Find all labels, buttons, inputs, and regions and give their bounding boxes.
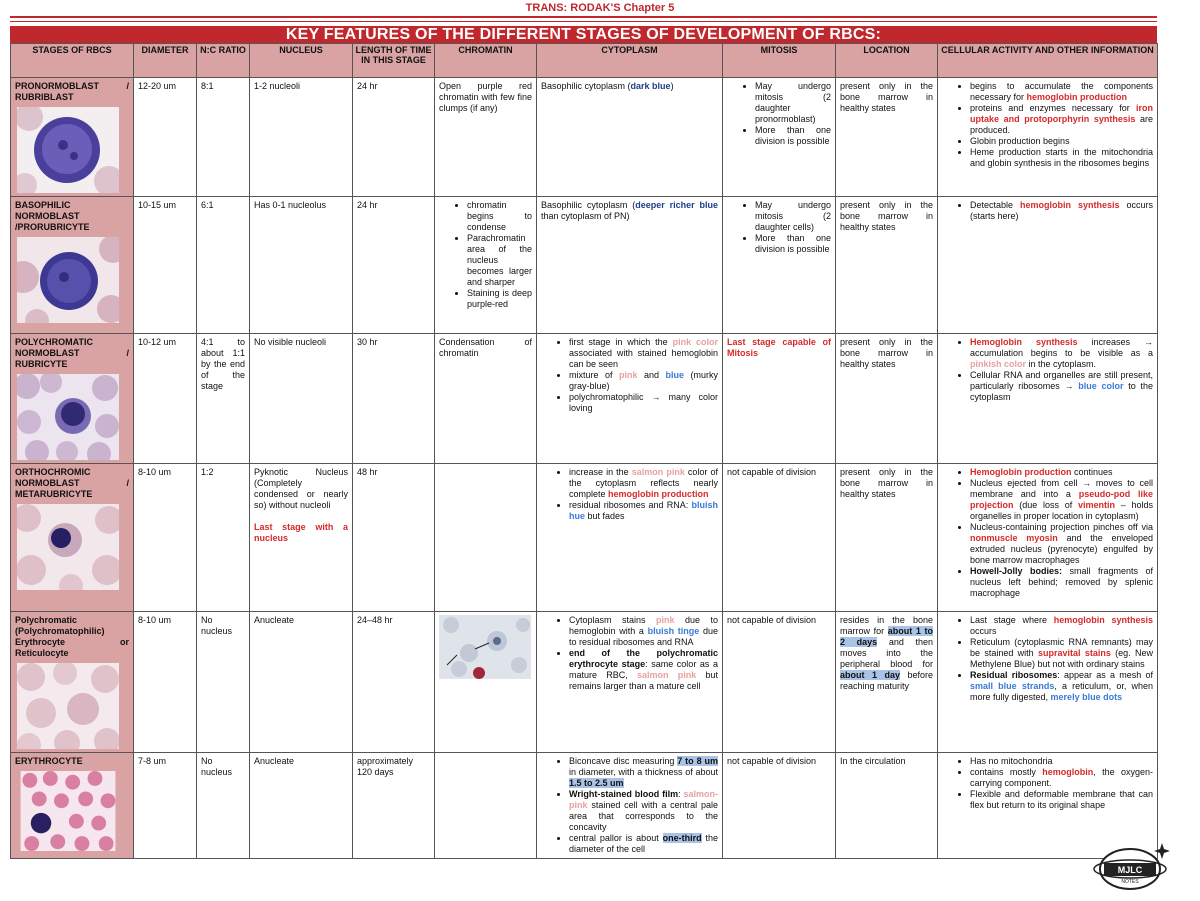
stage-cell <box>11 78 134 197</box>
col-header: N:C RATIO <box>197 44 250 78</box>
svg-text:NOTES: NOTES <box>1121 879 1139 885</box>
highlight-text: salmon pink <box>631 467 685 477</box>
diameter-cell: 8-10 um <box>134 464 197 612</box>
text: Nucleus ejected from cell → moves to cell membrane and into a <box>970 478 1153 499</box>
list-item <box>970 767 1153 789</box>
highlight-text: hemoglobin production <box>1026 92 1128 102</box>
list-item <box>569 648 718 692</box>
location-cell: In the circulation <box>836 753 938 859</box>
list-item: • May undergo mitosis (2 daughter cells) <box>755 200 831 233</box>
text: (murky gray-blue) <box>569 370 718 391</box>
chromatin-cell: Open purple red chromatin with few fine clumps (if any) <box>435 78 537 197</box>
col-header: NUCLEUS <box>250 44 353 78</box>
location-cell: present only in the bone marrow in healthy states <box>836 464 938 612</box>
time-cell: 24–48 hr <box>353 612 435 753</box>
list-item: • Parachromatin area of the nucleus becomes larger and sharper <box>467 233 532 288</box>
stage-name: BASOPHILIC NORMOBLAST /PRORUBRICYTE <box>15 200 90 232</box>
diameter-cell: 8-10 um <box>134 612 197 753</box>
text: (due loss of <box>1013 500 1078 510</box>
list-item <box>970 522 1153 566</box>
text: but remains larger than a mature cell <box>569 670 718 691</box>
text: in the cytoplasm. <box>1026 359 1097 369</box>
stage-cell <box>11 464 134 612</box>
reticulocyte-image <box>17 663 119 749</box>
chromatin-cell <box>435 464 537 612</box>
list-item <box>569 467 718 500</box>
bold-text: Howell-Jolly bodies: <box>970 566 1062 576</box>
diameter-cell: 12-20 um <box>134 78 197 197</box>
nucleus-cell: Anucleate <box>250 612 353 753</box>
stage-name: ORTHOCHROMIC NORMOBLAST / METARUBRICYTE <box>15 467 129 499</box>
nucleus-cell <box>250 464 353 612</box>
text: stained cell with a central pale area that corresponds to the concavity <box>569 800 718 832</box>
text: : appear as a mesh of <box>1057 670 1153 680</box>
nucleus-cell: 1-2 nucleoli <box>250 78 353 197</box>
highlight-text: blue color <box>1078 381 1124 391</box>
highlight-text: one-third <box>662 833 702 843</box>
rbc-stages-table <box>10 43 1158 859</box>
text: : same color as a mature RBC, <box>569 659 718 680</box>
text: mixture of <box>569 370 619 380</box>
header-rule <box>10 16 1157 18</box>
activity-cell <box>938 334 1158 464</box>
text: Cellular RNA and organelles are still present, particularly ribosomes → <box>970 370 1153 391</box>
list-item <box>569 756 718 789</box>
highlight-text: small blue strands <box>970 681 1055 691</box>
nucleus-cell: Has 0-1 nucleolus <box>250 197 353 334</box>
text: Basophilic cytoplasm ( <box>541 81 631 91</box>
text: color of the cytoplasm reflects nearly complete <box>569 467 718 499</box>
table-row <box>11 334 1158 464</box>
text: , a reticulum, or, when more fully digested, <box>970 681 1153 702</box>
list-item <box>970 670 1153 703</box>
highlight-text: pinkish color <box>970 359 1027 369</box>
list-item: • May undergo mitosis (2 daughter pronormoblast) <box>755 81 831 125</box>
text: due to residual ribosomes and RNA <box>569 626 718 647</box>
text: resides in the bone marrow for <box>840 615 933 636</box>
list-item <box>569 833 718 855</box>
highlight-text: Hemoglobin synthesis <box>970 337 1078 347</box>
list-item: • Staining is deep purple-red <box>467 288 532 310</box>
text: Detectable <box>970 200 1021 210</box>
list-item <box>970 337 1153 370</box>
nc-ratio-cell: No nucleus <box>197 753 250 859</box>
cytoplasm-cell <box>537 464 723 612</box>
nc-ratio-cell: 4:1 to about 1:1 by the end of the stage <box>197 334 250 464</box>
mitosis-cell <box>723 334 836 464</box>
location-cell: present only in the bone marrow in healthy states <box>836 334 938 464</box>
text: first stage in which the <box>569 337 673 347</box>
chromatin-cell <box>435 753 537 859</box>
highlight-text: Last stage with a nucleus <box>254 522 348 543</box>
col-header: DIAMETER <box>134 44 197 78</box>
list-item: • Heme production starts in the mitochondria and globin synthesis in the ribosomes begins <box>970 147 1153 169</box>
nucleus-cell: No visible nucleoli <box>250 334 353 464</box>
highlight-text: supravital stains <box>1038 648 1111 658</box>
diameter-cell: 7-8 um <box>134 753 197 859</box>
text: and the enveloped extruded nucleus (pyrenocyte) engulfed by bone marrow macrophages <box>970 533 1153 565</box>
time-cell: 24 hr <box>353 78 435 197</box>
activity-cell <box>938 197 1158 334</box>
text: occurs <box>970 626 997 636</box>
list-item <box>970 81 1153 103</box>
list-item <box>569 370 718 392</box>
highlight-text: 7 to 8 um <box>677 756 718 766</box>
list-item: • polychromatophilic → many color loving <box>569 392 718 414</box>
basophilic-normoblast-image <box>17 237 119 323</box>
text: Pyknotic Nucleus (Completely condensed or nearly so) without nucleoli <box>254 467 348 510</box>
mjlc-notes-logo <box>1092 839 1172 894</box>
highlight-text: about 1 to 2 days <box>840 626 933 647</box>
highlight-text: bluish tinge <box>647 626 700 636</box>
stage-cell <box>11 334 134 464</box>
text: increase in the <box>569 467 632 477</box>
orthochromic-normoblast-image <box>17 504 119 590</box>
time-cell: 48 hr <box>353 464 435 612</box>
time-cell: 30 hr <box>353 334 435 464</box>
text: are produced. <box>970 114 1153 135</box>
highlight-text: pink <box>656 615 675 625</box>
stage-name: ERYTHROCYTE <box>15 756 83 766</box>
diameter-cell: 10-15 um <box>134 197 197 334</box>
col-header: STAGES OF RBCS <box>11 44 134 78</box>
diameter-cell: 10-12 um <box>134 334 197 464</box>
mitosis-cell: not capable of division <box>723 464 836 612</box>
time-cell: 24 hr <box>353 197 435 334</box>
nc-ratio-cell: 1:2 <box>197 464 250 612</box>
highlight-text: nonmuscle myosin <box>970 533 1058 543</box>
list-item: • Has no mitochondria <box>970 756 1153 767</box>
header-row <box>11 44 1158 78</box>
highlight-text: hemoglobin <box>1042 767 1094 777</box>
stage-cell <box>11 753 134 859</box>
text: increases → accumulation begins to be visible as a <box>970 337 1153 358</box>
highlight-text: pink color <box>672 337 718 347</box>
mitosis-cell: not capable of division <box>723 753 836 859</box>
text: , the oxygen-carrying component. <box>970 767 1153 788</box>
highlight-text: iron uptake and protoporphyrin synthesis <box>970 103 1153 124</box>
erythrocyte-image <box>17 771 119 851</box>
chromatin-cell <box>435 197 537 334</box>
text: (eg. New Methylene Blue) but not with ordinary stains <box>970 648 1154 669</box>
text: Cytoplasm stains <box>569 615 656 625</box>
svg-text:MJLC: MJLC <box>1117 865 1143 875</box>
highlight-text: hemoglobin synthesis <box>1020 200 1120 210</box>
highlight-text: 1.5 to 2.5 um <box>569 778 624 788</box>
mitosis-cell: not capable of division <box>723 612 836 753</box>
document-header: TRANS: RODAK'S Chapter 5 <box>525 2 675 14</box>
text: : <box>678 789 684 799</box>
highlight-text: blue <box>665 370 685 380</box>
col-header: CHROMATIN <box>435 44 537 78</box>
text: contains mostly <box>970 767 1043 777</box>
cytoplasm-cell <box>537 197 723 334</box>
text: Biconcave disc measuring <box>569 756 678 766</box>
mitosis-cell <box>723 78 836 197</box>
nc-ratio-cell: No nucleus <box>197 612 250 753</box>
list-item <box>569 337 718 370</box>
list-item <box>970 103 1153 136</box>
col-header: LOCATION <box>836 44 938 78</box>
highlight-text: deeper richer blue <box>635 200 718 210</box>
highlight-text: salmon-pink <box>569 789 718 810</box>
text: central pallor is about <box>569 833 663 843</box>
highlight-text: Hemoglobin production <box>970 467 1072 477</box>
list-item <box>569 789 718 833</box>
bold-text: Wright-stained blood film <box>569 789 679 799</box>
table-row <box>11 753 1158 859</box>
stage-cell <box>11 612 134 753</box>
text: small fragments of nucleus left behind; removed by splenic macrophage <box>970 566 1153 598</box>
list-item: • Flexible and deformable membrane that can flex but return to its original shape <box>970 789 1153 811</box>
pronormoblast-image <box>17 107 119 193</box>
list-item <box>569 500 718 522</box>
activity-cell <box>938 464 1158 612</box>
text: due to hemoglobin with a <box>569 615 718 636</box>
chromatin-cell <box>435 612 537 753</box>
text: to the cytoplasm <box>970 381 1153 402</box>
table-row <box>11 197 1158 334</box>
stage-name: POLYCHROMATIC NORMOBLAST / RUBRICYTE <box>15 337 129 369</box>
highlight-text: pink <box>618 370 638 380</box>
list-item <box>970 478 1153 522</box>
col-header: MITOSIS <box>723 44 836 78</box>
chromatin-cell: Condensation of chromatin <box>435 334 537 464</box>
mitosis-cell <box>723 197 836 334</box>
text: before reaching maturity <box>840 670 933 691</box>
bold-text: end of the polychromatic erythrocyte stage <box>569 648 718 669</box>
table-row <box>11 464 1158 612</box>
text: continues <box>1071 467 1113 477</box>
header-rule-thin <box>10 21 1157 22</box>
highlight-text: merely blue dots <box>1050 692 1123 702</box>
nucleus-cell: Anucleate <box>250 753 353 859</box>
text: Nucleus-containing projection pinches off via <box>970 522 1153 532</box>
location-cell: present only in the bone marrow in healthy states <box>836 78 938 197</box>
text: and then moves into the peripheral blood for <box>840 637 933 669</box>
highlight-text: hemoglobin synthesis <box>1053 615 1153 625</box>
highlight-text: about 1 day <box>840 670 900 680</box>
text: Basophilic cytoplasm ( <box>541 200 636 210</box>
text: Reticulum (cytoplasmic RNA remnants) may be stained with <box>970 637 1153 658</box>
table-row <box>11 78 1158 197</box>
highlight-text: hemoglobin production <box>608 489 709 499</box>
list-item: • More than one division is possible <box>755 125 831 147</box>
text: begins to accumulate the components necessary for <box>970 81 1153 102</box>
text: Last stage where <box>970 615 1054 625</box>
text: and <box>637 370 666 380</box>
highlight-text: bluish hue <box>569 500 718 521</box>
text: in diameter, with a thickness of about <box>569 767 718 777</box>
location-cell: present only in the bone marrow in healthy states <box>836 197 938 334</box>
col-header: CYTOPLASM <box>537 44 723 78</box>
nc-ratio-cell: 8:1 <box>197 78 250 197</box>
activity-cell <box>938 612 1158 753</box>
text: than cytoplasm of PN) <box>541 211 630 221</box>
bold-text: Residual ribosomes <box>970 670 1058 680</box>
polychromatic-normoblast-image <box>17 374 119 460</box>
list-item: • chromatin begins to condense <box>467 200 532 233</box>
table-title: KEY FEATURES OF THE DIFFERENT STAGES OF DEVELOPMENT OF RBCS: <box>10 26 1157 43</box>
highlight-text: vimentin <box>1077 500 1115 510</box>
stage-name: PRONORMOBLAST / RUBRIBLAST <box>15 81 129 102</box>
stage-name: Polychromatic (Polychromatophilic) Erythrocyte or Reticulocyte <box>15 615 129 658</box>
highlight-text: pseudo-pod like projection <box>970 489 1153 510</box>
highlight-text: Last stage capable of Mitosis <box>727 337 831 358</box>
cytoplasm-cell <box>537 78 723 197</box>
text: – holds organelles in proper location in cytoplasm) <box>970 500 1153 521</box>
text: residual ribosomes and RNA: <box>569 500 692 510</box>
cytoplasm-cell <box>537 753 723 859</box>
list-item <box>970 566 1153 599</box>
location-cell <box>836 612 938 753</box>
text: ) <box>670 81 674 91</box>
highlight-text: dark blue <box>630 81 671 91</box>
list-item: • Globin production begins <box>970 136 1153 147</box>
activity-cell <box>938 78 1158 197</box>
table-row <box>11 612 1158 753</box>
time-cell: approximately 120 days <box>353 753 435 859</box>
cytoplasm-cell <box>537 612 723 753</box>
text: the diameter of the cell <box>569 833 718 854</box>
col-header: CELLULAR ACTIVITY AND OTHER INFORMATION <box>938 44 1158 78</box>
cytoplasm-cell <box>537 334 723 464</box>
text: occurs (starts here) <box>970 200 1154 221</box>
list-item <box>970 370 1153 403</box>
text: but fades <box>585 511 625 521</box>
list-item <box>970 467 1153 478</box>
text: proteins and enzymes necessary for <box>970 103 1136 113</box>
col-header: LENGTH OF TIME IN THIS STAGE <box>353 44 435 78</box>
list-item <box>569 615 718 648</box>
reticulocyte-stain-image <box>439 615 531 679</box>
list-item <box>970 615 1153 637</box>
text: associated with stained hemoglobin can be seen <box>569 348 718 369</box>
list-item <box>970 200 1153 222</box>
nc-ratio-cell: 6:1 <box>197 197 250 334</box>
list-item <box>970 637 1153 670</box>
highlight-text: salmon pink <box>637 670 697 680</box>
list-item: • More than one division is possible <box>755 233 831 255</box>
stage-cell <box>11 197 134 334</box>
